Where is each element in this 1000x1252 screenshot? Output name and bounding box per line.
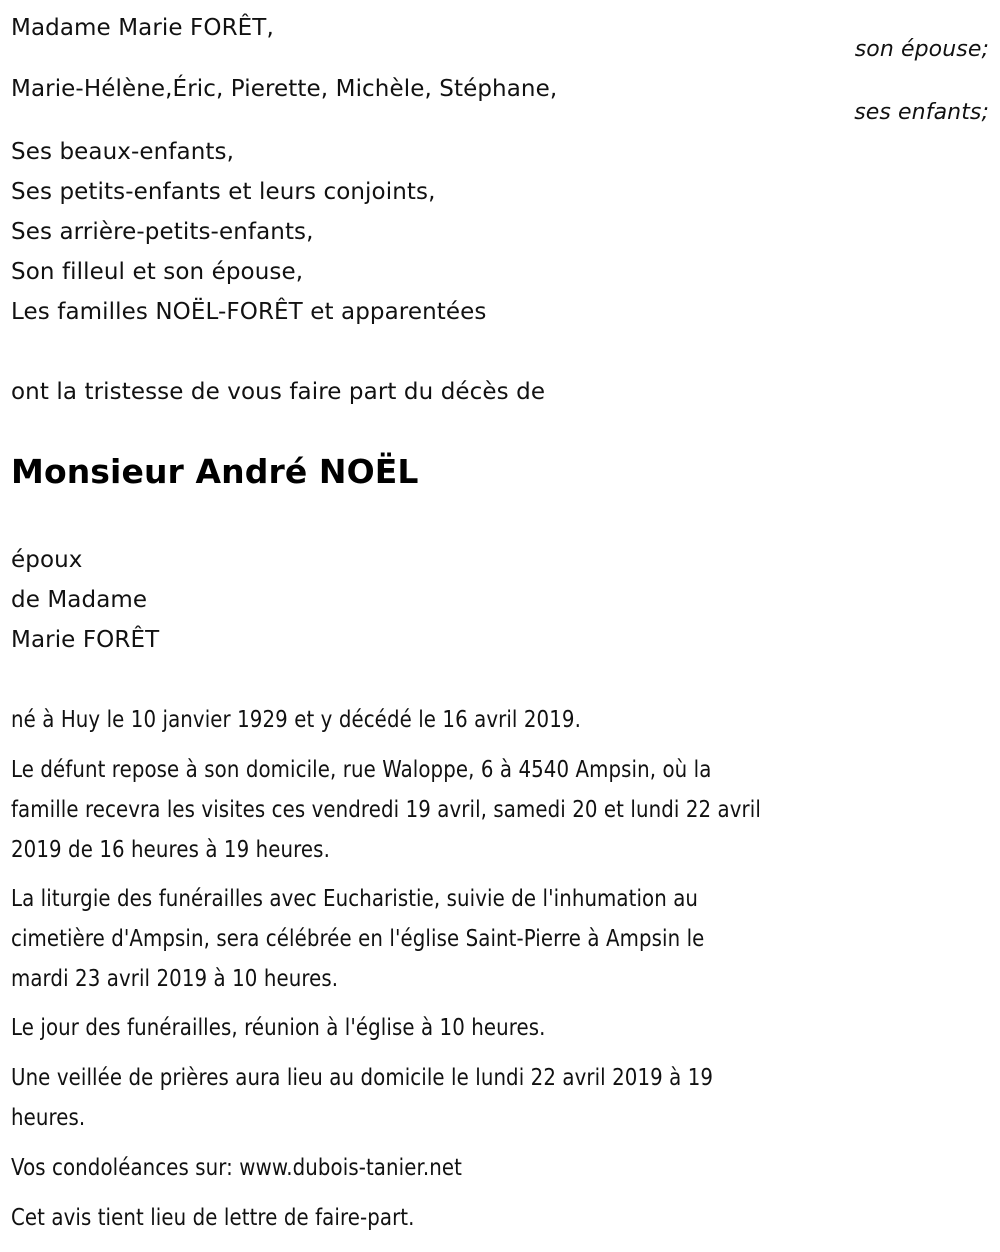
birth-death: né à Huy le 10 janvier 1929 et y décédé le 16 avril 2019. [11,707,581,733]
birth-death-text [11,700,674,740]
deceased-name: Monsieur André NOËL [11,452,419,491]
relation-line: époux [11,547,83,573]
family-line: Ses beaux-enfants, [11,139,234,165]
condolences-line [11,1148,535,1188]
spouse-name: Madame Marie FORÊT, [11,15,274,41]
family-line: Les familles NOËL-FORÊT et apparentées [11,299,487,325]
relation-line: Marie FORÊT [11,627,160,653]
children-role: ses enfants; [854,100,989,125]
family-line: Son filleul et son épouse, [11,259,304,285]
family-line: Ses petits-enfants et leurs conjoints, [11,179,436,205]
condolences-link[interactable]: www.dubois-tanier.net [239,1155,462,1181]
meeting-text: Le jour des funérailles, réunion à l'église à 10 heures. [11,1015,546,1041]
vigil-line: Une veillée de prières aura lieu au domicile le lundi 22 avril 2019 à 19 [11,1065,714,1091]
family-line: Ses arrière-petits-enfants, [11,219,314,245]
children-names: Marie-Hélène,Éric, Pierette, Michèle, Stéphane, [11,76,558,102]
liturgy-line: La liturgie des funérailles avec Eucharistie, suivie de l'inhumation au [11,886,699,912]
vigil-line: heures. [11,1105,86,1131]
closing-text: Cet avis tient lieu de lettre de faire-part. [11,1205,415,1231]
visitation-line: Le défunt repose à son domicile, rue Waloppe, 6 à 4540 Ampsin, où la [11,757,712,783]
liturgy-line: cimetière d'Ampsin, sera célébrée en l'église Saint-Pierre à Ampsin le [11,926,705,952]
visitation-line: 2019 de 16 heures à 19 heures. [11,837,330,863]
announcement-text: ont la tristesse de vous faire part du décès de [11,379,546,405]
relation-line: de Madame [11,587,148,613]
condolences-label: Vos condoléances sur: [11,1155,240,1181]
visitation-line: famille recevra les visites ces vendredi 19 avril, samedi 20 et lundi 22 avril [11,797,761,823]
liturgy-line: mardi 23 avril 2019 à 10 heures. [11,966,339,992]
spouse-role: son épouse; [854,37,989,62]
